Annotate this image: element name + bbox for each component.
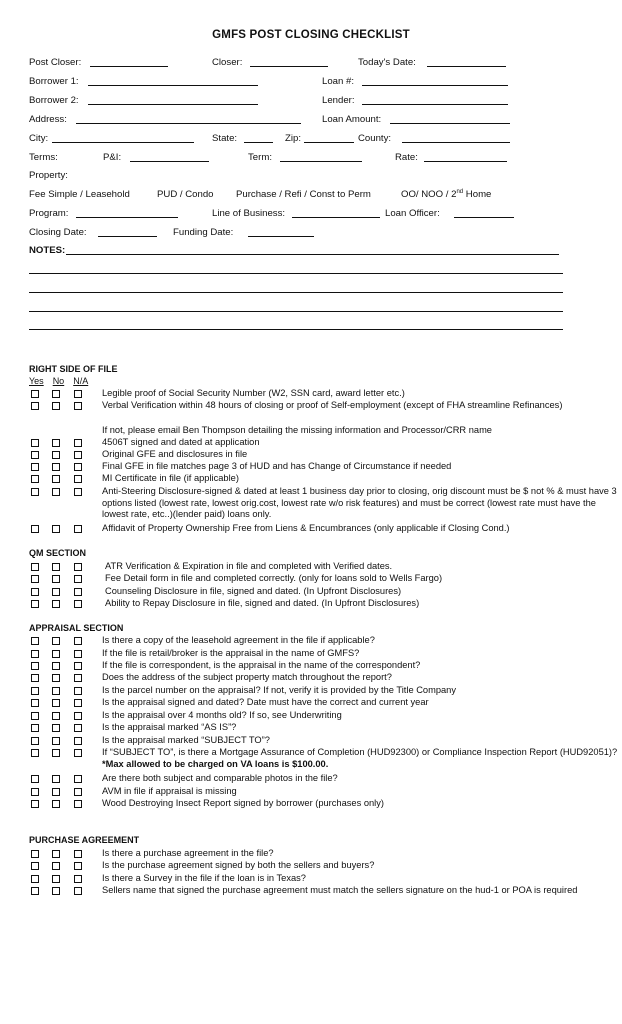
no-checkbox[interactable] (52, 674, 60, 682)
closer-field[interactable] (250, 57, 328, 67)
item-text: Is the appraisal marked “SUBJECT TO”? (102, 735, 270, 745)
no-checkbox[interactable] (52, 563, 60, 571)
no-checkbox[interactable] (52, 775, 60, 783)
closing-date-label: Closing Date: (29, 227, 87, 238)
no-checkbox[interactable] (52, 875, 60, 883)
borrower2-field[interactable] (88, 95, 258, 105)
yes-checkbox[interactable] (31, 875, 39, 883)
post-closer-label: Post Closer: (29, 57, 82, 68)
item-text: Verbal Verification within 48 hours of closing or proof of Self-employment (except of FHA streamline Refinances) (102, 400, 563, 410)
no-checkbox[interactable] (52, 800, 60, 808)
na-checkbox[interactable] (74, 674, 82, 682)
loan-amount-label: Loan Amount: (322, 114, 382, 125)
na-checkbox[interactable] (74, 687, 82, 695)
property-label: Property: (29, 170, 68, 181)
na-checkbox[interactable] (74, 775, 82, 783)
no-checkbox[interactable] (52, 402, 60, 410)
yes-checkbox[interactable] (31, 439, 39, 447)
yes-checkbox[interactable] (31, 588, 39, 596)
na-checkbox[interactable] (74, 862, 82, 870)
item-text: Affidavit of Property Ownership Free from Liens & Encumbrances (only applicable if Closing Cond.) (102, 523, 510, 533)
borrower1-field[interactable] (88, 76, 258, 86)
na-checkbox[interactable] (74, 402, 82, 410)
checklist-item-text (102, 798, 622, 810)
checklist-item-text (105, 598, 622, 610)
loan-no-field[interactable] (362, 76, 508, 86)
checklist-item-text (102, 710, 622, 722)
na-checkbox[interactable] (74, 699, 82, 707)
no-checkbox[interactable] (52, 488, 60, 496)
purchase-refi-option[interactable]: Purchase / Refi / Const to Perm (236, 189, 371, 200)
item-text: Is there a Survey in the file if the loan is in Texas? (102, 873, 306, 883)
item-text: Is the appraisal over 4 months old? If so, see Underwriting (102, 710, 342, 720)
item-text: Sellers name that signed the purchase agreement must match the sellers signature on the hud-1 or POA is required (102, 885, 578, 895)
item-text: Ability to Repay Disclosure in file, signed and dated. (In Upfront Disclosures) (105, 598, 420, 608)
checklist-item-text (102, 437, 622, 449)
yes-no-na-header (29, 376, 97, 386)
checklist-item-text (105, 573, 622, 585)
county-label: County: (358, 133, 392, 144)
item-text: 4506T signed and dated at application (102, 437, 260, 447)
checklist-item-text (102, 449, 622, 461)
item-text: If not, please email Ben Thompson detailing the missing information and Processor/CRR name (102, 425, 492, 435)
item-text: Is the parcel number on the appraisal? If not, verify it is provided by the Title Company (102, 685, 456, 695)
na-checkbox[interactable] (74, 588, 82, 596)
na-checkbox[interactable] (74, 488, 82, 496)
section-heading-appraisal: APPRAISAL SECTION (29, 623, 124, 633)
loan-officer-label: Loan Officer: (385, 208, 440, 219)
loan-no-label: Loan #: (322, 76, 355, 87)
notes-line[interactable] (29, 329, 563, 330)
item-text: Fee Detail form in file and completed correctly. (only for loans sold to Wells Fargo) (105, 573, 443, 583)
checklist-item-text (102, 523, 622, 535)
no-checkbox[interactable] (52, 390, 60, 398)
na-checkbox[interactable] (74, 800, 82, 808)
checklist-item-text (102, 722, 622, 734)
city-label: City: (29, 133, 49, 144)
na-checkbox[interactable] (74, 850, 82, 858)
no-checkbox[interactable] (52, 687, 60, 695)
na-checkbox[interactable] (74, 451, 82, 459)
checklist-item-text (102, 773, 622, 785)
no-checkbox[interactable] (52, 850, 60, 858)
occupancy-text: OO/ NOO / 2 (401, 189, 457, 201)
state-label: State: (212, 133, 238, 144)
pud-condo-option[interactable]: PUD / Condo (157, 189, 214, 200)
na-checkbox[interactable] (74, 600, 82, 608)
yes-checkbox[interactable] (31, 475, 39, 483)
checklist-item-text (105, 586, 622, 598)
no-checkbox[interactable] (52, 525, 60, 533)
na-checkbox[interactable] (74, 390, 82, 398)
item-text: Counseling Disclosure in file, signed and dated. (In Upfront Disclosures) (105, 586, 402, 596)
yes-checkbox[interactable] (31, 463, 39, 471)
terms-label: Terms: (29, 152, 58, 163)
closing-date-field[interactable] (98, 227, 157, 237)
yes-checkbox[interactable] (31, 712, 39, 720)
na-checkbox[interactable] (74, 475, 82, 483)
occupancy-option[interactable] (401, 189, 491, 200)
yes-checkbox[interactable] (31, 637, 39, 645)
rate-label: Rate: (395, 152, 418, 163)
item-text: Wood Destroying Insect Report signed by borrower (purchases only) (102, 798, 384, 808)
item-text: Is the appraisal marked “AS IS”? (102, 722, 237, 732)
yes-checkbox[interactable] (31, 775, 39, 783)
yes-checkbox[interactable] (31, 600, 39, 608)
no-label: No (52, 376, 65, 386)
no-checkbox[interactable] (52, 712, 60, 720)
term-field[interactable] (280, 152, 362, 162)
checklist-item-text (102, 873, 622, 885)
state-field[interactable] (244, 133, 273, 143)
todays-date-label: Today's Date: (358, 57, 416, 68)
funding-date-label: Funding Date: (173, 227, 234, 238)
program-label: Program: (29, 208, 69, 219)
checklist-item-text (102, 786, 622, 798)
no-checkbox[interactable] (52, 475, 60, 483)
checklist-item-text (102, 400, 622, 412)
no-checkbox[interactable] (52, 699, 60, 707)
lender-label: Lender: (322, 95, 355, 106)
checklist-item-text (102, 473, 622, 485)
item-text: Are there both subject and comparable photos in the file? (102, 773, 338, 783)
post-closer-field[interactable] (90, 57, 168, 67)
pi-label: P&I: (103, 152, 122, 163)
va-note: *Max allowed to be charged on VA loans is $100.00. (102, 758, 329, 769)
na-checkbox[interactable] (74, 737, 82, 745)
item-text: Is the purchase agreement signed by both the sellers and buyers? (102, 860, 375, 870)
no-checkbox[interactable] (52, 724, 60, 732)
no-checkbox[interactable] (52, 887, 60, 895)
loan-officer-field[interactable] (454, 208, 514, 218)
section-heading-qm: QM SECTION (29, 548, 87, 558)
na-checkbox[interactable] (74, 749, 82, 757)
yes-checkbox[interactable] (31, 674, 39, 682)
checklist-item-text (102, 747, 622, 770)
no-checkbox[interactable] (52, 662, 60, 670)
item-text: Is the appraisal signed and dated? Date must have the correct and current year (102, 697, 429, 707)
yes-checkbox[interactable] (31, 563, 39, 571)
yes-checkbox[interactable] (31, 451, 39, 459)
no-checkbox[interactable] (52, 788, 60, 796)
yes-checkbox[interactable] (31, 687, 39, 695)
na-checkbox[interactable] (74, 525, 82, 533)
checklist-item-text (102, 848, 622, 860)
line-of-business-field[interactable] (292, 208, 380, 218)
yes-checkbox[interactable] (31, 699, 39, 707)
yes-checkbox[interactable] (31, 788, 39, 796)
checklist-item-text (102, 461, 622, 473)
borrower2-label: Borrower 2: (29, 95, 79, 106)
no-checkbox[interactable] (52, 637, 60, 645)
no-checkbox[interactable] (52, 439, 60, 447)
item-text: AVM in file if appraisal is missing (102, 786, 237, 796)
item-text: Anti-Steering Disclosure-signed & dated at least 1 business day prior to closing, orig discount must be $ not % & must have 3 options listed (lowest rate, lowest orig.cost, lowest rate w/o risk features) and must be correct (lowest rate must have the lowest rate, etc..)(lender paid) loans only. (102, 486, 617, 520)
borrower1-label: Borrower 1: (29, 76, 79, 87)
item-text: If the file is retail/broker is the appraisal in the name of GMFS? (102, 648, 360, 658)
item-text: If the file is correspondent, is the appraisal in the name of the correspondent? (102, 660, 421, 670)
na-checkbox[interactable] (74, 637, 82, 645)
yes-checkbox[interactable] (31, 850, 39, 858)
checklist-item-text (102, 425, 622, 437)
no-checkbox[interactable] (52, 575, 60, 583)
address-label: Address: (29, 114, 67, 125)
checklist-item-text (102, 697, 622, 709)
item-text: Is there a copy of the leasehold agreement in the file if applicable? (102, 635, 375, 645)
na-checkbox[interactable] (74, 439, 82, 447)
loan-amount-field[interactable] (390, 114, 510, 124)
checklist-item-text (102, 635, 622, 647)
na-checkbox[interactable] (74, 875, 82, 883)
zip-label: Zip: (285, 133, 301, 144)
yes-checkbox[interactable] (31, 575, 39, 583)
yes-checkbox[interactable] (31, 525, 39, 533)
notes-field[interactable] (66, 245, 559, 255)
yes-checkbox[interactable] (31, 887, 39, 895)
item-text: ATR Verification & Expiration in file and completed with Verified dates. (105, 561, 393, 571)
item-text: Original GFE and disclosures in file (102, 449, 248, 459)
no-checkbox[interactable] (52, 737, 60, 745)
checklist-item-text (102, 735, 622, 747)
funding-date-field[interactable] (248, 227, 314, 237)
notes-line[interactable] (29, 273, 563, 274)
na-checkbox[interactable] (74, 788, 82, 796)
checklist-item-text (102, 672, 622, 684)
notes-line[interactable] (29, 292, 563, 293)
yes-checkbox[interactable] (31, 650, 39, 658)
item-text: If “SUBJECT TO”, is there a Mortgage Assurance of Completion (HUD92300) or Compliance Inspection Report (HUD92051)? (102, 747, 618, 757)
checklist-item-text (102, 486, 622, 521)
page-title: GMFS POST CLOSING CHECKLIST (212, 29, 410, 41)
yes-checkbox[interactable] (31, 862, 39, 870)
item-text: Is there a purchase agreement in the file? (102, 848, 274, 858)
yes-checkbox[interactable] (31, 488, 39, 496)
pi-field[interactable] (130, 152, 209, 162)
term-label: Term: (248, 152, 272, 163)
no-checkbox[interactable] (52, 862, 60, 870)
na-checkbox[interactable] (74, 463, 82, 471)
checklist-item-text (102, 388, 622, 400)
address-field[interactable] (76, 114, 301, 124)
rate-field[interactable] (424, 152, 507, 162)
item-text: Final GFE in file matches page 3 of HUD and has Change of Circumstance if needed (102, 461, 452, 471)
lender-field[interactable] (362, 95, 508, 105)
county-field[interactable] (402, 133, 510, 143)
na-label: N/A (73, 376, 89, 386)
na-checkbox[interactable] (74, 563, 82, 571)
na-checkbox[interactable] (74, 712, 82, 720)
checklist-item-text (102, 885, 622, 897)
na-checkbox[interactable] (74, 724, 82, 732)
checklist-item-text (102, 648, 622, 660)
yes-checkbox[interactable] (31, 662, 39, 670)
occupancy-sup: nd (456, 189, 464, 195)
yes-label: Yes (29, 376, 44, 386)
yes-checkbox[interactable] (31, 737, 39, 745)
yes-checkbox[interactable] (31, 800, 39, 808)
section-heading-right-side: RIGHT SIDE OF FILE (29, 364, 118, 374)
no-checkbox[interactable] (52, 749, 60, 757)
yes-checkbox[interactable] (31, 390, 39, 398)
item-text: Legible proof of Social Security Number (W2, SSN card, award letter etc.) (102, 388, 405, 398)
zip-field[interactable] (304, 133, 354, 143)
item-text: Does the address of the subject property match throughout the report? (102, 672, 392, 682)
na-checkbox[interactable] (74, 887, 82, 895)
checklist-item-text (102, 860, 622, 872)
no-checkbox[interactable] (52, 463, 60, 471)
na-checkbox[interactable] (74, 650, 82, 658)
checklist-item-text (102, 660, 622, 672)
line-of-business-label: Line of Business: (212, 208, 286, 219)
na-checkbox[interactable] (74, 662, 82, 670)
occupancy-end: Home (463, 189, 492, 201)
notes-label: NOTES: (29, 245, 66, 256)
todays-date-field[interactable] (427, 57, 506, 67)
notes-line[interactable] (29, 311, 563, 312)
closer-label: Closer: (212, 57, 243, 68)
yes-checkbox[interactable] (31, 749, 39, 757)
fee-simple-option[interactable]: Fee Simple / Leasehold (29, 189, 130, 200)
checklist-item-text (102, 685, 622, 697)
checklist-item-text (105, 561, 622, 573)
section-heading-purchase: PURCHASE AGREEMENT (29, 835, 140, 845)
item-text: MI Certificate in file (if applicable) (102, 473, 239, 483)
yes-checkbox[interactable] (31, 402, 39, 410)
no-checkbox[interactable] (52, 650, 60, 658)
yes-checkbox[interactable] (31, 724, 39, 732)
no-checkbox[interactable] (52, 451, 60, 459)
city-field[interactable] (52, 133, 194, 143)
program-field[interactable] (76, 208, 178, 218)
no-checkbox[interactable] (52, 588, 60, 596)
na-checkbox[interactable] (74, 575, 82, 583)
no-checkbox[interactable] (52, 600, 60, 608)
